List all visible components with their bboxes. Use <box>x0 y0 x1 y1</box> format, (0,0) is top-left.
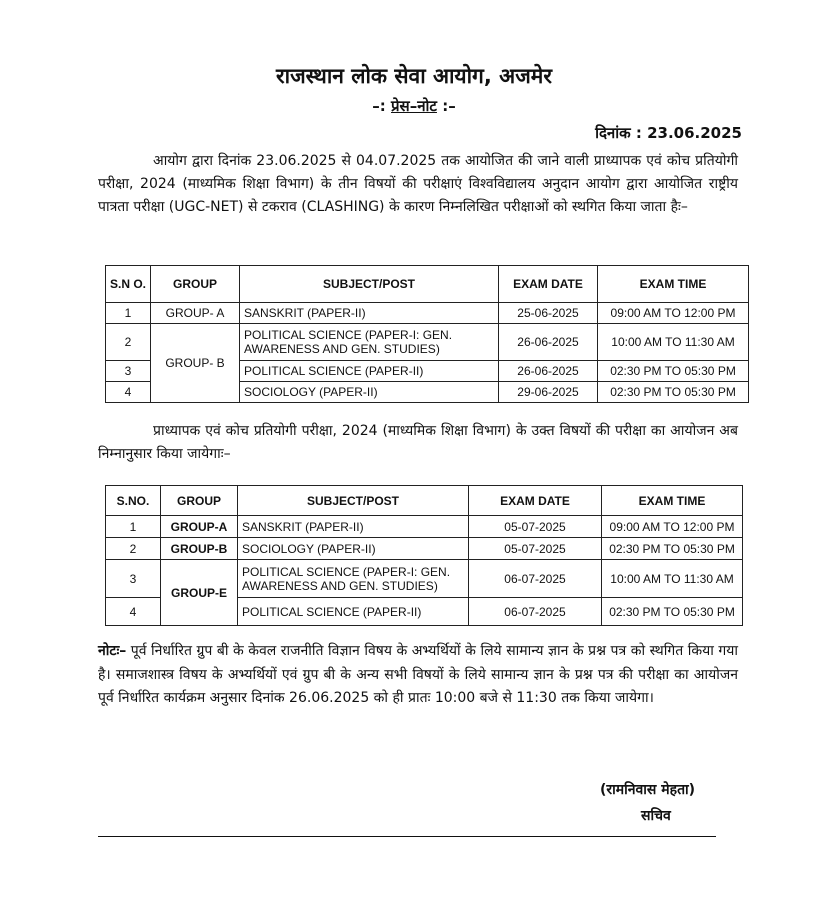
note-text: पूर्व निर्धारित ग्रुप बी के केवल राजनीति विज्ञान विषय के अभ्यर्थियों के लिये सामान्य ज्ञान के प्रश्न पत्र को स्थगित किया गया है। समाजशास्त्र विषय के अभ्यर्थियों एवं ग्रुप बी के अन्य सभी विषयों के लिये सामान्य ज्ञान के प्रश्न पत्र की परीक्षा का आयोजन पूर्व निर्धारित कार्यक्रम अनुसार दिनांक 26.06.2025 को ही प्रातः 10:00 बजे से 11:30 तक किया जायेगा। <box>98 643 738 706</box>
cell-date: 06-07-2025 <box>469 598 602 626</box>
col-header-group: GROUP <box>151 266 240 303</box>
cell-date: 26-06-2025 <box>499 324 598 361</box>
signatory-name: (रामनिवास मेहता) <box>600 782 696 798</box>
subtitle-right: :– <box>436 97 456 115</box>
page-title: राजस्थान लोक सेवा आयोग, अजमेर <box>276 64 552 88</box>
table-row <box>106 538 743 560</box>
cell-subject: SANSKRIT (PAPER-II) <box>240 303 499 324</box>
cell-time: 02:30 PM TO 05:30 PM <box>598 382 749 403</box>
cell-time: 09:00 AM TO 12:00 PM <box>602 516 743 538</box>
cell-time: 02:30 PM TO 05:30 PM <box>602 538 743 560</box>
cell-sno: 2 <box>106 324 151 361</box>
cell-date: 25-06-2025 <box>499 303 598 324</box>
cell-group: GROUP-A <box>161 516 238 538</box>
issue-date: दिनांक : 23.06.2025 <box>595 124 742 142</box>
cell-date: 05-07-2025 <box>469 538 602 560</box>
page-subtitle <box>0 96 828 116</box>
cell-sno: 3 <box>106 361 151 382</box>
cell-group: GROUP-E <box>161 560 238 626</box>
cell-date: 29-06-2025 <box>499 382 598 403</box>
table-row <box>106 324 749 361</box>
cell-date: 26-06-2025 <box>499 361 598 382</box>
signatory-designation: सचिव <box>641 808 671 824</box>
col-header-date: EXAM DATE <box>469 486 602 516</box>
table-row <box>106 560 743 598</box>
cell-time: 09:00 AM TO 12:00 PM <box>598 303 749 324</box>
col-header-sno: S.N O. <box>106 266 151 303</box>
table-row <box>106 303 749 324</box>
cell-subject: POLITICAL SCIENCE (PAPER-I: GEN. AWARENESS AND GEN. STUDIES) <box>240 324 499 361</box>
cell-sno: 4 <box>106 382 151 403</box>
col-header-sno: S.NO. <box>106 486 161 516</box>
col-header-subject: SUBJECT/POST <box>238 486 469 516</box>
cell-subject: POLITICAL SCIENCE (PAPER-II) <box>238 598 469 626</box>
postponed-exams-table <box>105 265 749 403</box>
table-header-row <box>106 266 749 303</box>
cell-subject: POLITICAL SCIENCE (PAPER-I: GEN. AWARENESS AND GEN. STUDIES) <box>238 560 469 598</box>
cell-sno: 4 <box>106 598 161 626</box>
cell-time: 10:00 AM TO 11:30 AM <box>598 324 749 361</box>
col-header-group: GROUP <box>161 486 238 516</box>
footer-divider <box>98 836 716 837</box>
cell-subject: SOCIOLOGY (PAPER-II) <box>240 382 499 403</box>
col-header-date: EXAM DATE <box>499 266 598 303</box>
cell-subject: POLITICAL SCIENCE (PAPER-II) <box>240 361 499 382</box>
reschedule-paragraph: प्राध्यापक एवं कोच प्रतियोगी परीक्षा, 2024 (माध्यमिक शिक्षा विभाग) के उक्त विषयों की परीक्षा का आयोजन अब निम्नानुसार किया जायेगाः– <box>98 423 738 462</box>
cell-time: 02:30 PM TO 05:30 PM <box>602 598 743 626</box>
note-label: नोटः– <box>98 643 127 659</box>
cell-sno: 1 <box>106 516 161 538</box>
cell-subject: SOCIOLOGY (PAPER-II) <box>238 538 469 560</box>
cell-sno: 1 <box>106 303 151 324</box>
note-paragraph <box>98 640 738 711</box>
subtitle-left: –: <box>372 97 392 115</box>
col-header-time: EXAM TIME <box>598 266 749 303</box>
col-header-subject: SUBJECT/POST <box>240 266 499 303</box>
cell-time: 02:30 PM TO 05:30 PM <box>598 361 749 382</box>
col-header-time: EXAM TIME <box>602 486 743 516</box>
cell-subject: SANSKRIT (PAPER-II) <box>238 516 469 538</box>
table-header-row <box>106 486 743 516</box>
subtitle-main: प्रेस–नोट <box>391 97 437 115</box>
intro-paragraph: आयोग द्वारा दिनांक 23.06.2025 से 04.07.2025 तक आयोजित की जाने वाली प्राध्यापक एवं कोच प्रतियोगी परीक्षा, 2024 (माध्यमिक शिक्षा विभाग) के तीन विषयों की परीक्षाएं विश्वविद्यालय अनुदान आयोग द्वारा आयोजित राष्ट्रीय पात्रता परीक्षा (UGC-NET) से टकराव (CLASHING) के कारण निम्नलिखित परीक्षाओं को स्थगित किया जाता हैः– <box>98 153 738 215</box>
cell-group: GROUP-B <box>161 538 238 560</box>
cell-sno: 2 <box>106 538 161 560</box>
cell-date: 06-07-2025 <box>469 560 602 598</box>
cell-group: GROUP- B <box>151 324 240 403</box>
table-row <box>106 516 743 538</box>
cell-sno: 3 <box>106 560 161 598</box>
cell-time: 10:00 AM TO 11:30 AM <box>602 560 743 598</box>
rescheduled-exams-table <box>105 485 743 626</box>
cell-group: GROUP- A <box>151 303 240 324</box>
cell-date: 05-07-2025 <box>469 516 602 538</box>
